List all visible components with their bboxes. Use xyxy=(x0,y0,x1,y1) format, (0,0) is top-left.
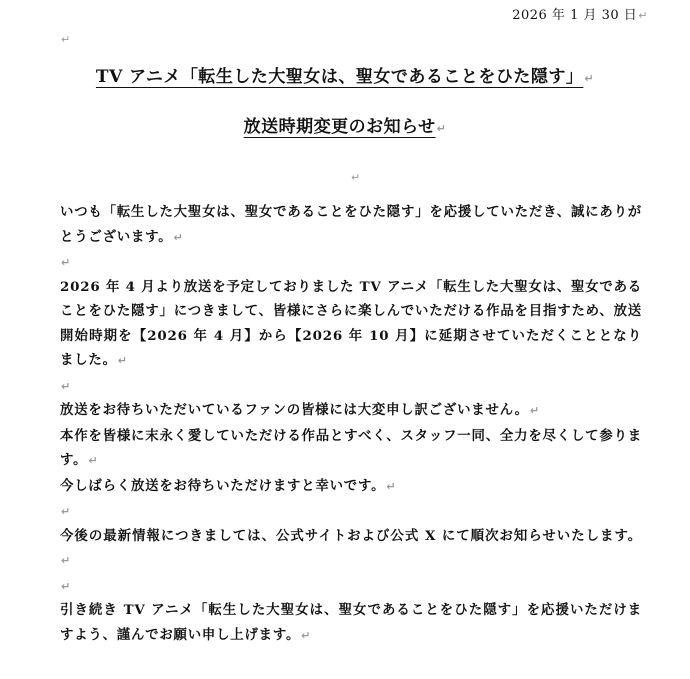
paragraph-mark-icon: ↵ xyxy=(173,230,184,244)
paragraph-mark-icon: ↵ xyxy=(61,505,72,518)
empty-paragraph xyxy=(60,574,642,599)
paragraph-mark-icon: ↵ xyxy=(351,171,361,184)
paragraph-mark-icon: ↵ xyxy=(638,9,648,22)
body-paragraph xyxy=(60,598,642,648)
body-paragraph xyxy=(60,398,642,424)
paragraph-mark-icon: ↵ xyxy=(117,354,128,367)
paragraph-mark-icon: ↵ xyxy=(436,122,447,135)
empty-paragraph xyxy=(60,374,642,399)
document-body xyxy=(60,200,642,648)
paragraph-text: 今しばらく放送をお待ちいただけますと幸いです。 xyxy=(60,477,386,494)
body-paragraph xyxy=(60,424,642,474)
paragraph-text: 今後の最新情報につきましては、公式サイトおよび公式 X にて順次お知らせいたします。 xyxy=(60,527,642,544)
body-paragraph xyxy=(60,474,642,500)
body-paragraph xyxy=(60,275,642,374)
empty-paragraph xyxy=(60,30,70,46)
paragraph-mark-icon: ↵ xyxy=(88,454,99,467)
empty-paragraph xyxy=(60,250,642,275)
paragraph-mark-icon: ↵ xyxy=(61,579,72,593)
body-paragraph xyxy=(60,200,642,250)
date-line xyxy=(512,4,648,23)
title-line-2 xyxy=(0,112,690,137)
date-text: 2026 年 1 月 30 日 xyxy=(512,8,638,23)
paragraph-mark-icon: ↵ xyxy=(61,379,72,393)
body-paragraph xyxy=(60,524,642,574)
empty-paragraph xyxy=(60,499,642,524)
paragraph-text: 引き続き TV アニメ「転生した大聖女は、聖女であることをひた隠す」を応援いただけますよう、謹んでお願い申し上げます。 xyxy=(60,602,642,643)
paragraph-text: 2026 年 4 月より放送を予定しておりました TV アニメ「転生した大聖女は、聖女であることをひた隠す」につきまして、皆様にさらに楽しんでいただける作品を目指すため、放送開始時期を【2026 年 4 月】から【2026 年 10 月】に延期させていただくこととなりました。 xyxy=(60,278,642,368)
title-line-1 xyxy=(0,62,690,87)
title-text-2: 放送時期変更のお知らせ xyxy=(243,117,436,137)
paragraph-text: 放送をお待ちいただいているファンの皆様には大変申し訳ございません。 xyxy=(60,402,529,418)
paragraph-mark-icon: ↵ xyxy=(529,404,540,417)
paragraph-text: いつも「転生した大聖女は、聖女であることをひた隠す」を応援していただき、誠にありがとうございます。 xyxy=(60,204,642,245)
paragraph-mark-icon: ↵ xyxy=(61,554,72,567)
title-text-1: TV アニメ「転生した大聖女は、聖女であることをひた隠す」 xyxy=(95,67,584,87)
paragraph-mark-icon: ↵ xyxy=(584,72,595,85)
paragraph-mark-icon: ↵ xyxy=(61,33,71,46)
paragraph-mark-icon: ↵ xyxy=(386,479,397,493)
empty-centered-paragraph xyxy=(350,166,360,185)
paragraph-mark-icon: ↵ xyxy=(301,628,312,642)
paragraph-mark-icon: ↵ xyxy=(61,256,72,269)
paragraph-text: 本作を皆様に末永く愛していただける作品とすべく、スタッフ一同、全力を尽くして参ります。 xyxy=(60,427,642,468)
